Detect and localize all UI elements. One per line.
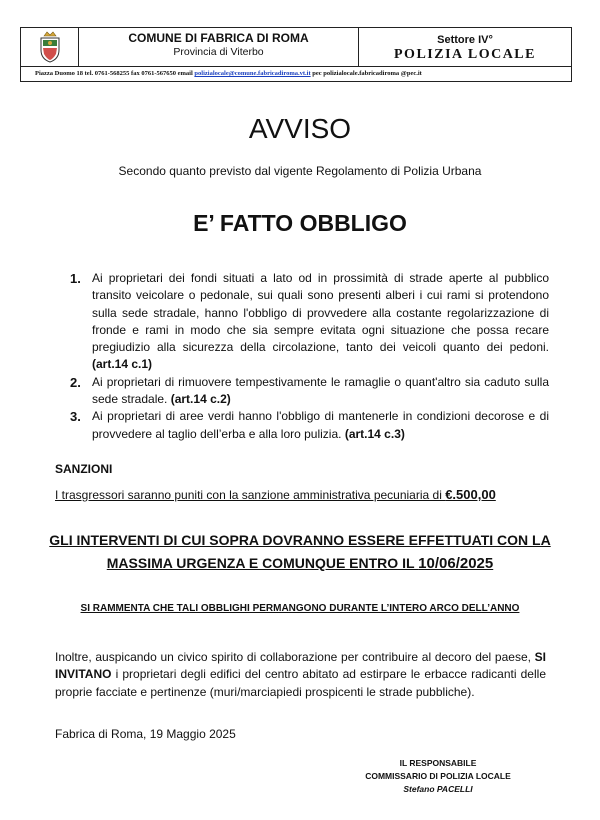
item-ref: (art.14 c.2) bbox=[170, 392, 231, 407]
sanctions-sentence: I trasgressori saranno puniti con la sanzione amministrativa pecuniaria di bbox=[55, 488, 446, 502]
contact-bar bbox=[20, 66, 572, 82]
sanctions-amount: €.500,00 bbox=[445, 487, 496, 502]
provincia: Provincia di Viterbo bbox=[173, 46, 264, 58]
contact-pec: pec polizialocale.fabricadiroma @pec.it bbox=[310, 70, 422, 77]
item-ref: (art.14 c.1) bbox=[92, 357, 153, 372]
contact-address: Piazza Duomo 18 tel. 0761-568255 fax 0761-567650 email bbox=[35, 70, 195, 77]
reminder: SI RAMMENTA CHE TALI OBBLIGHI PERMANGONO DURANTE L’INTERO ARCO DELL’ANNO bbox=[80, 603, 520, 614]
item-text: Ai proprietari di aree verdi hanno l'obbligo di mantenerle in condizioni decorose e di provvedere al taglio dell’erba e alla loro pulizia. bbox=[92, 409, 549, 441]
closing-text-2: i proprietari degli edifici del centro abitato ad estirpare le erbacce radicanti delle proprie facciate e pertinenze (muri/marciapiedi prospicenti le strade pubbliche). bbox=[55, 667, 546, 699]
item-text: Ai proprietari dei fondi situati a lato od in prossimità di strade aperte al pubblico transito veicolare o pedonale, sui quali sono presenti alberi i cui rami si protendono sulla sede stradale, hanno l'obbligo di provvedere alla costante regolarizzazione di fronde e rami in modo che sia sempre evitata ogni situazione che possa recare pregiudizio alla sicurezza della circolazione, tanto dei veicoli quanto dei pedoni. bbox=[92, 271, 549, 355]
closing-paragraph bbox=[55, 649, 546, 701]
urgent-line-2 bbox=[40, 552, 560, 575]
list-item bbox=[62, 374, 549, 409]
page-title: AVVISO bbox=[248, 113, 352, 144]
urgent-notice bbox=[40, 529, 560, 575]
item-number: 2. bbox=[70, 374, 81, 390]
comune-cell bbox=[79, 28, 359, 66]
signature-office: COMMISSARIO DI POLIZIA LOCALE bbox=[365, 771, 511, 781]
item-text: Ai proprietari di rimuovere tempestivamente le ramaglie o quant'altro sia caduto sulla sede stradale. bbox=[92, 374, 549, 407]
item-ref: (art.14 c.3) bbox=[344, 426, 405, 441]
sanctions-text bbox=[55, 487, 555, 502]
signature-name: Stefano PACELLI bbox=[403, 784, 473, 794]
letterhead bbox=[20, 27, 572, 67]
settore: Settore IV° bbox=[437, 34, 493, 46]
obligations-list bbox=[62, 270, 549, 443]
signature-block bbox=[338, 757, 538, 796]
urgent-line-1: GLI INTERVENTI DI CUI SOPRA DOVRANNO ESSERE EFFETTUATI CON LA bbox=[49, 532, 551, 548]
logo-cell bbox=[21, 28, 79, 66]
polizia-locale: POLIZIA LOCALE bbox=[394, 47, 536, 62]
urgent-line-2-text: MASSIMA URGENZA E COMUNQUE ENTRO IL bbox=[106, 555, 419, 571]
item-number: 1. bbox=[70, 271, 81, 286]
place-date: Fabrica di Roma, 19 Maggio 2025 bbox=[55, 727, 236, 741]
sanctions-title: SANZIONI bbox=[55, 462, 113, 476]
obligation-heading: E’ FATTO OBBLIGO bbox=[193, 210, 407, 236]
comune-name: COMUNE DI FABRICA DI ROMA bbox=[128, 31, 309, 45]
contact-email-link[interactable]: polizialocale@comune.fabricadiroma.vt.it bbox=[194, 70, 311, 77]
list-item bbox=[62, 408, 549, 443]
subtitle: Secondo quanto previsto dal vigente Regolamento di Polizia Urbana bbox=[118, 164, 482, 178]
closing-text-1: Inoltre, auspicando un civico spirito di collaborazione per contribuire al decoro del paese, bbox=[55, 650, 535, 664]
settore-cell bbox=[359, 28, 571, 66]
coat-of-arms-icon bbox=[38, 31, 62, 63]
item-number: 3. bbox=[70, 409, 81, 425]
closing-bold: SI INVITANO bbox=[55, 650, 546, 682]
list-item bbox=[62, 270, 549, 374]
deadline-date: 10/06/2025 bbox=[418, 555, 494, 572]
signature-role: IL RESPONSABILE bbox=[399, 758, 477, 768]
